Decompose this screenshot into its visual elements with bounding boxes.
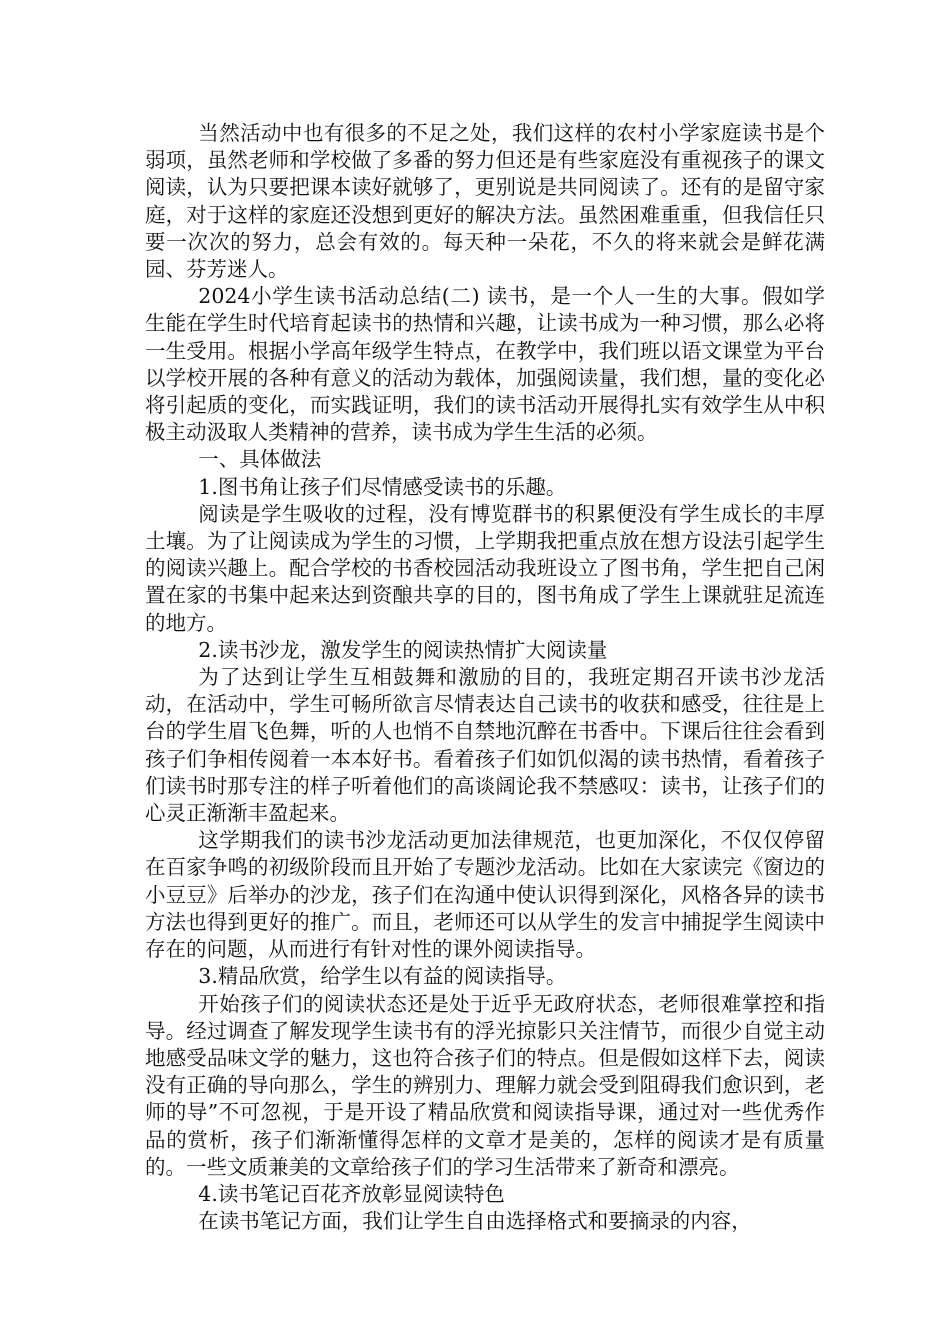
paragraph-salon-deepening: 这学期我们的读书沙龙活动更加法律规范，也更加深化，不仅仅停留在百家争鸣的初级阶段而且开始了专题沙龙活动。比如在大家读完《窗边的小豆豆》后举办的沙龙，孩子们在沟通中使认识得到深化，风格各异的读书方法也得到更好的推广。而且，老师还可以从学生的发言中捕捉学生阅读中存在的问题，从而进行有针对性的课外阅读指导。 [145, 828, 825, 962]
paragraph-reading-notes: 在读书笔记方面，我们让学生自由选择格式和要摘录的内容， [198, 1209, 752, 1234]
subheading-book-corner: 1.图书角让孩子们尽情感受读书的乐趣。 [198, 474, 567, 499]
paragraph-shortcomings: 当然活动中也有很多的不足之处，我们这样的农村小学家庭读书是个弱项，虽然老师和学校做了多番的努力但还是有些家庭没有重视孩子的课文阅读，认为只要把课本读好就够了，更别说是共同阅读了。还有的是留守家庭，对于这样的家庭还没想到更好的解决方法。虽然困难重重，但我信任只要一次次的努力，总会有效的。每天种一朵花，不久的将来就会是鲜花满园、芬芳迷人。 [145, 121, 825, 282]
paragraph-reading-salon: 为了达到让学生互相鼓舞和激励的目的，我班定期召开读书沙龙活动，在活动中，学生可畅所欲言尽情表达自己读书的收获和感受，往往是上台的学生眉飞色舞，听的人也悄不自禁地沉醉在书香中。下课后往往会看到孩子们争相传阅着一本本好书。看着孩子们如饥似渴的读书热情，看着孩子们读书时那专注的样子听着他们的高谈阔论我不禁感叹：读书，让孩子们的心灵正渐渐丰盈起来。 [145, 665, 825, 826]
subheading-reading-notes: 4.读书笔记百花齐放彰显阅读特色 [198, 1181, 505, 1206]
document-body [145, 120, 825, 1235]
subheading-reading-salon: 2.读书沙龙，激发学生的阅读热情扩大阅读量 [198, 637, 608, 662]
section-heading-practices: 一、具体做法 [198, 447, 322, 472]
paragraph-summary-intro: 2024小学生读书活动总结(二) 读书，是一个人一生的大事。假如学生能在学生时代培育起读书的热情和兴趣，让读书成为一种习惯，那么必将一生受用。根据小学高年级学生特点，在教学中，我们班以语文课堂为平台以学校开展的各种有意义的活动为载体，加强阅读量，我们想，量的变化必将引起质的变化，而实践证明，我们的读书活动开展得扎实有效学生从中积极主动汲取人类精神的营养，读书成为学生生活的必须。 [145, 284, 825, 445]
paragraph-appreciation: 开始孩子们的阅读状态还是处于近乎无政府状态，老师很难掌控和指导。经过调查了解发现学生读书有的浮光掠影只关注情节，而很少自觉主动地感受品味文学的魅力，这也符合孩子们的特点。但是假如这样下去，阅读没有正确的导向那么，学生的辨别力、理解力就会受到阻碍我们愈识到，老师的导”不可忽视，于是开设了精品欣赏和阅读指导课，通过对一些优秀作品的赏析，孩子们渐渐懂得怎样的文章才是美的，怎样的阅读才是有质量的。一些文质兼美的文章给孩子们的学习生活带来了新奇和漂亮。 [145, 991, 825, 1179]
subheading-appreciation: 3.精品欣赏，给学生以有益的阅读指导。 [198, 964, 567, 989]
paragraph-book-corner: 阅读是学生吸收的过程，没有博览群书的积累便没有学生成长的丰厚土壤。为了让阅读成为学生的习惯，上学期我把重点放在想方设法引起学生的阅读兴趣上。配合学校的书香校园活动我班设立了图书角，学生把自己闲置在家的书集中起来达到资酿共享的目的，图书角成了学生上课就驻足流连的地方。 [145, 501, 825, 635]
